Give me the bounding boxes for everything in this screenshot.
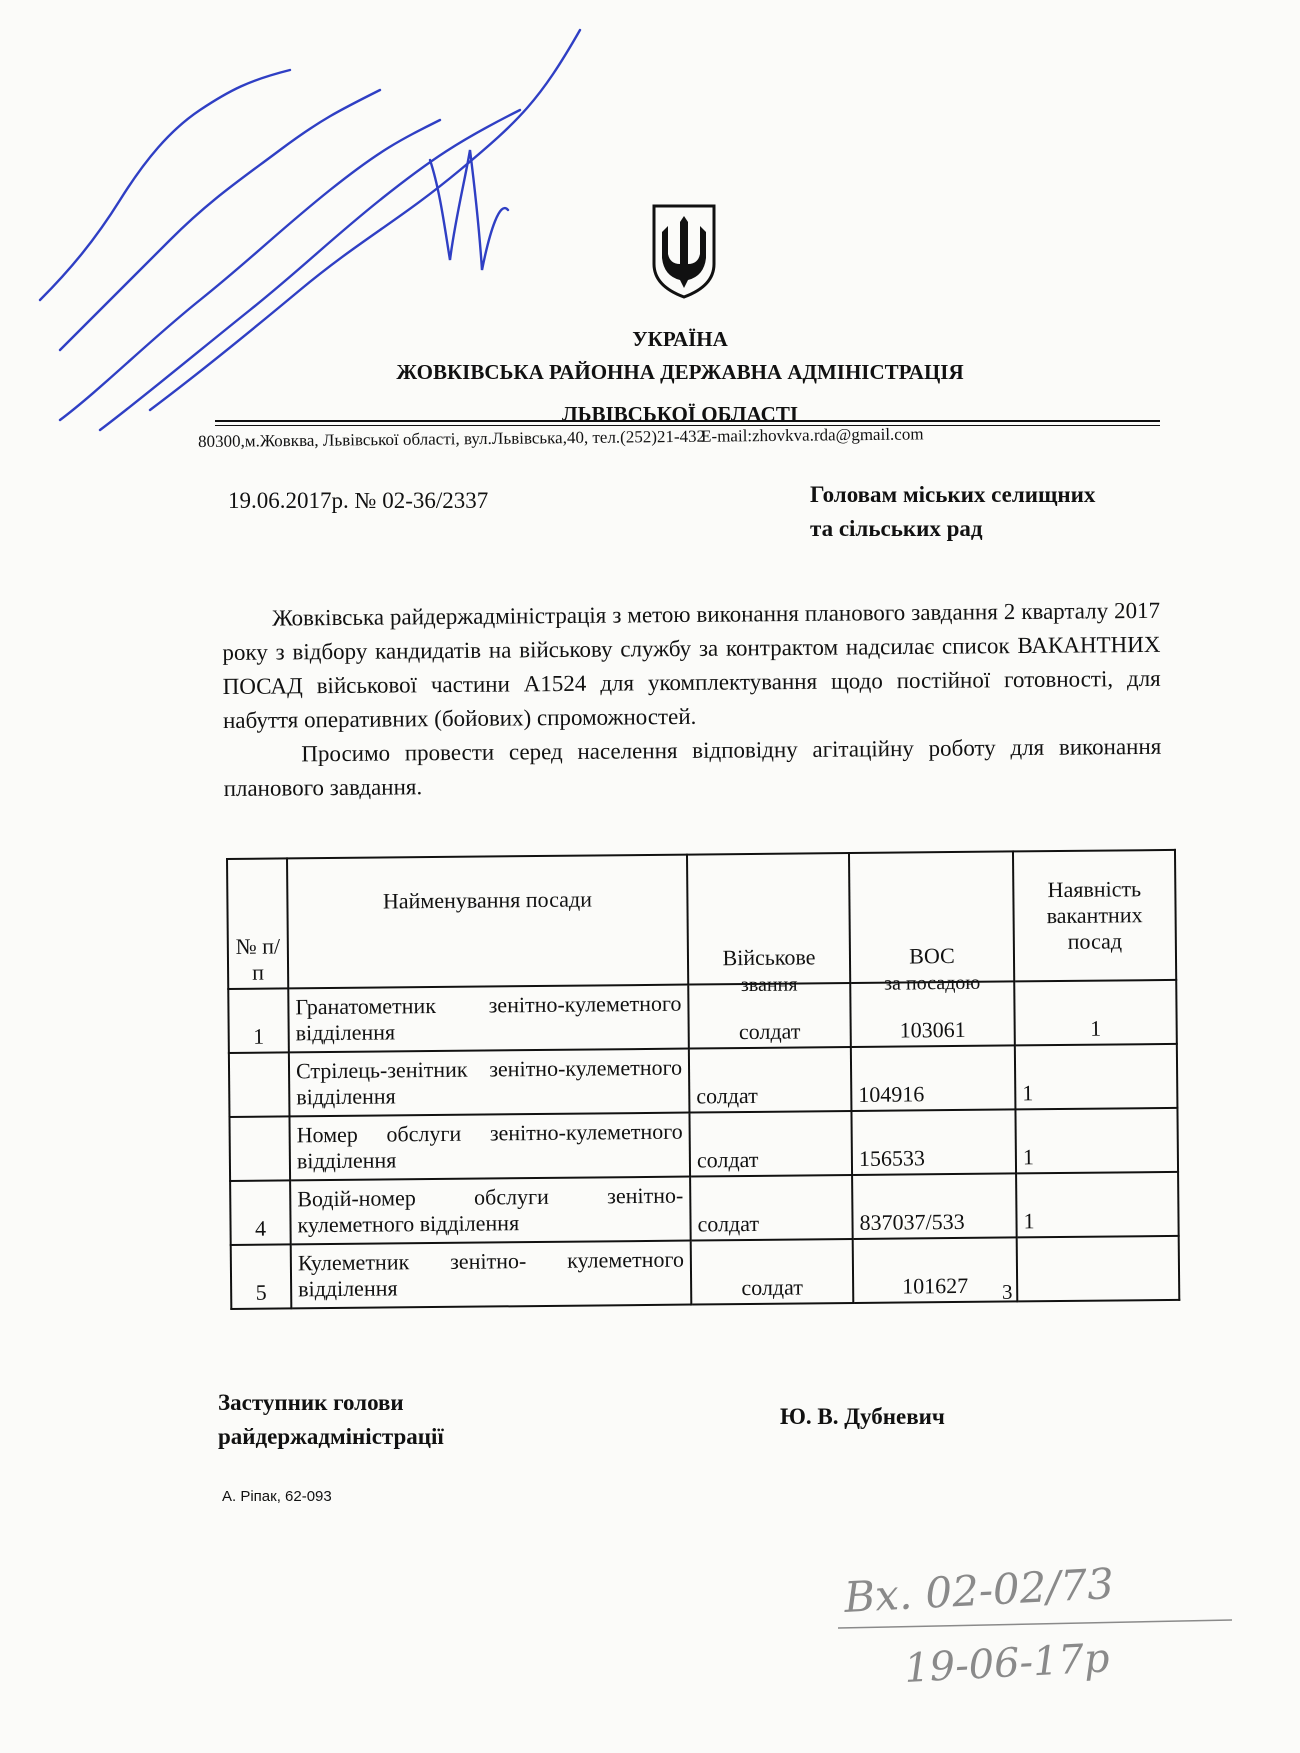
recipient-line-1: Головам міських селищних <box>810 482 1096 507</box>
col-header-num: № п/п <box>227 858 288 989</box>
cell-vos: 837037/533 <box>852 1173 1017 1239</box>
cell-num: 1 <box>228 988 289 1053</box>
cell-available: 1 <box>1015 1044 1178 1110</box>
col-header-rank-cut: звання <box>740 973 798 997</box>
table-row <box>230 1172 1179 1245</box>
col-header-name: Найменування посади <box>287 855 688 989</box>
cell-name: Стрілець-зенітник зенітно-кулеметного відділення <box>289 1049 690 1117</box>
header-email: E-mail:zhovkva.rda@gmail.com <box>701 424 924 446</box>
header-divider-thin <box>215 425 1160 426</box>
cell-name: Гранатометник зенітно-кулеметного відділення <box>288 985 689 1053</box>
cell-name: Кулеметник зенітно- кулеметного відділення <box>291 1241 692 1309</box>
registration-date: 19-06-17р <box>903 1635 1111 1692</box>
signatory-title <box>218 1386 444 1454</box>
resolution-stroke-5 <box>150 30 580 410</box>
col-header-rank-label: Військове <box>722 944 816 971</box>
header-address-line <box>198 424 924 452</box>
cell-name: Номер обслуги зенітно-кулеметного відділення <box>289 1113 690 1181</box>
cell-available: 1 <box>1015 1108 1178 1174</box>
registration-stamp <box>838 1559 1232 1692</box>
cell-rank: солдат <box>689 1047 852 1113</box>
document-reference: 19.06.2017р. № 02-36/2337 <box>228 488 489 513</box>
cell-vos: 104916 <box>851 1045 1016 1111</box>
col-header-vos-label: ВОС <box>909 943 955 969</box>
registration-number: Вх. 02-02/73 <box>842 1558 1116 1622</box>
table-row <box>228 980 1177 1053</box>
signatory-title-line-2: райдержадміністрації <box>218 1424 444 1449</box>
body-paragraph-1: Жовківська райдержадміністрація з метою виконання планового завдання 2 кварталу 2017 року з відбору кандидатів на військову службу за контрактом надсилає список ВАКАНТНИХ ПОСАД військової частини А1524 для укомплектування щодо постійної готовності, для набуття оперативних (бойових) спроможностей. <box>222 597 1161 733</box>
table-header-row <box>227 850 1176 989</box>
signature-scribble <box>430 150 508 270</box>
header-divider <box>215 420 1160 422</box>
cell-num <box>229 1116 290 1181</box>
recipient-block <box>810 478 1095 546</box>
table-total: 3 <box>1002 1280 1013 1304</box>
cell-num <box>229 1052 290 1117</box>
header-administration: ЖОВКІВСЬКА РАЙОННА ДЕРЖАВНА АДМІНІСТРАЦІЯ <box>396 360 964 384</box>
cell-available: 1 <box>1014 980 1177 1046</box>
signatory-name: Ю. В. Дубневич <box>780 1404 945 1429</box>
recipient-line-2: та сільських рад <box>810 516 983 541</box>
cell-num: 5 <box>231 1244 292 1309</box>
col-header-vos <box>849 851 1014 995</box>
body-paragraph-2: Просимо провести серед населення відповідну агітаційну роботу для виконання планового завдання. <box>223 733 1162 801</box>
cell-name: Водій-номер обслуги зенітно-кулеметного відділення <box>290 1177 691 1245</box>
header-country: УКРАЇНА <box>632 327 728 351</box>
executor-contact: А. Ріпак, 62-093 <box>222 1488 332 1505</box>
col-header-available: Наявність вакантних посад <box>1013 850 1176 982</box>
cell-vos: 101627 <box>853 1237 1018 1303</box>
coat-of-arms-icon <box>650 202 718 300</box>
header-address: 80300,м.Жовква, Львівської області, вул.Львівська,40, тел.(252)21-432 <box>198 426 706 451</box>
col-header-rank <box>687 853 850 997</box>
table-row <box>229 1108 1178 1181</box>
vacancies-table <box>226 849 1180 1310</box>
cell-available: 1 <box>1016 1172 1179 1238</box>
cell-rank: солдат <box>689 1111 852 1177</box>
signatory-title-line-1: Заступник голови <box>218 1390 404 1415</box>
letter-body <box>222 594 1162 806</box>
cell-available <box>1017 1236 1180 1302</box>
registration-underline <box>838 1620 1232 1628</box>
cell-vos: 156533 <box>851 1109 1016 1175</box>
resolution-stroke-1 <box>40 70 290 300</box>
cell-rank: солдат <box>690 1175 853 1241</box>
cell-rank: солдат <box>688 983 851 1049</box>
cell-num: 4 <box>230 1180 291 1245</box>
cell-vos: 103061 <box>850 981 1015 1047</box>
header-region: ЛЬВІВСЬКОЇ ОБЛАСТІ <box>561 402 799 426</box>
table-row <box>231 1236 1180 1309</box>
cell-rank: солдат <box>691 1239 854 1305</box>
table-row <box>229 1044 1178 1117</box>
resolution-stroke-2 <box>60 90 380 350</box>
col-header-vos-cut: за посадою <box>884 971 981 995</box>
